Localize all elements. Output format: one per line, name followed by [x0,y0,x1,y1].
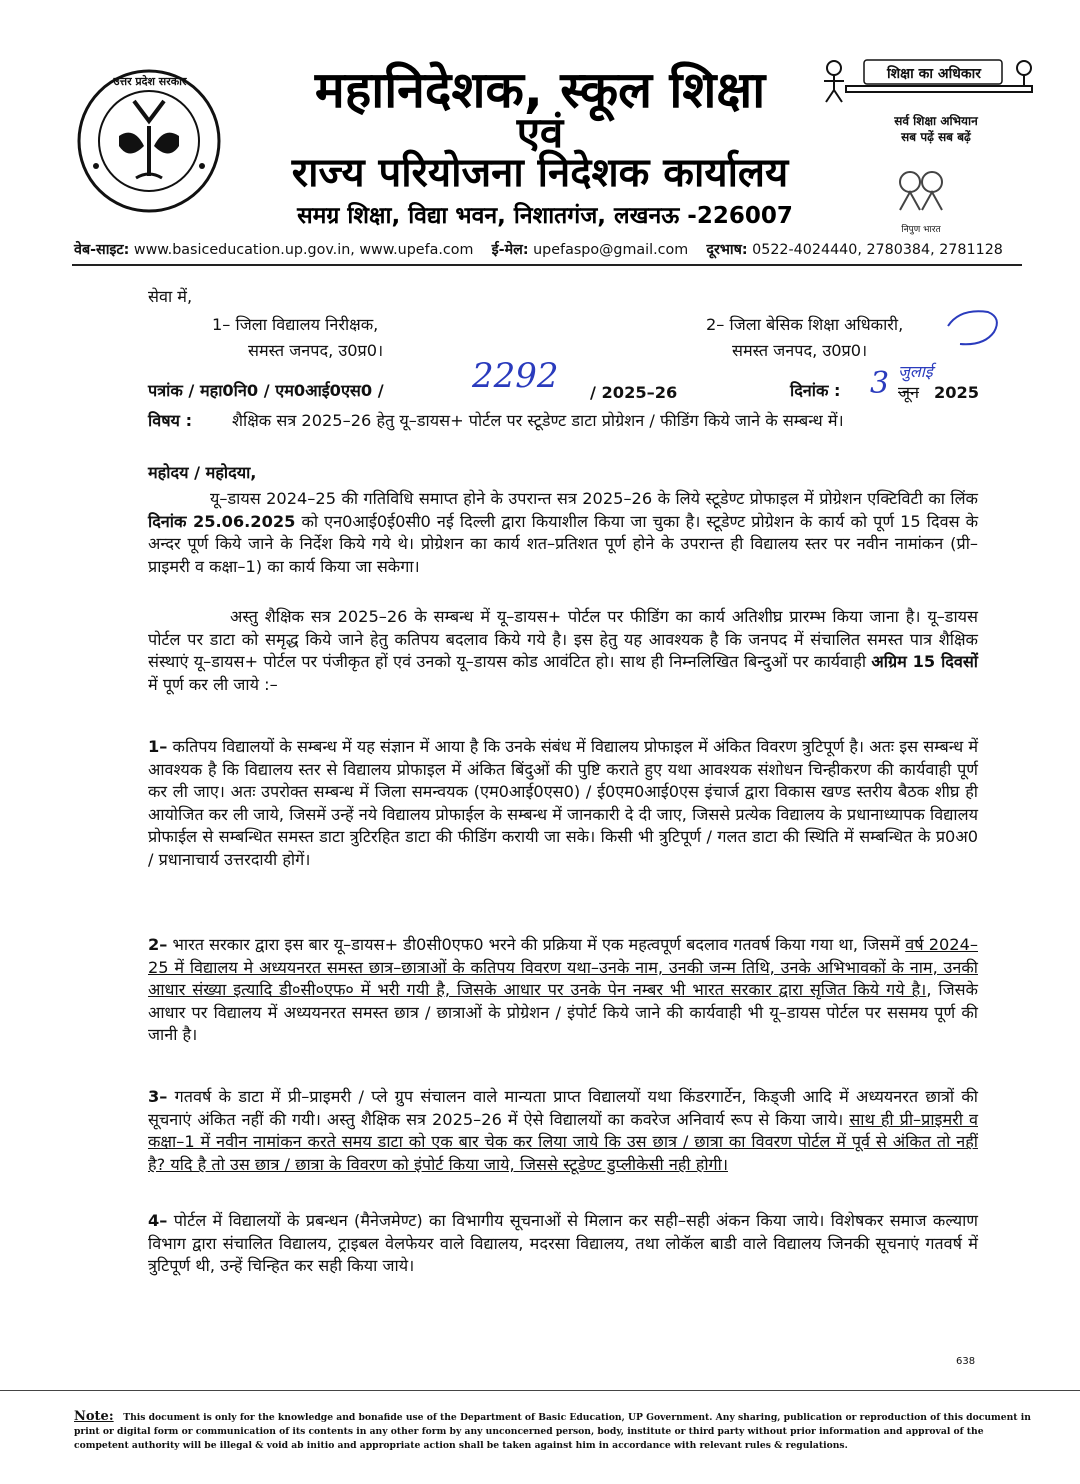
addressee-1-line-1: 1– जिला विद्यालय निरीक्षक, [212,315,379,334]
paragraph-1-date: दिनांक 25.06.2025 [148,511,296,531]
phone-label: दूरभाष: [706,242,748,258]
office-title-line-2: एवं [516,108,564,157]
footer-note-label: Note: [74,1409,114,1424]
addressee-2-line-2: समस्त जनपद, उ0प्र0। [732,341,868,360]
office-address: समग्र शिक्षा, विद्या भवन, निशातगंज, लखनऊ -226007 [297,203,793,229]
website-value: www.basiceducation.up.gov.in, www.upefa.com [133,242,474,258]
point-1-text: कतिपय विद्यालयों के सम्बन्ध में यह संज्ञान में आया है कि उनके संबंध में विद्यालय प्रोफाइल में अंकित विवरण त्रुटिपूर्ण है। अतः इस सम्बन्ध में आवश्यक है कि विद्यालय स्तर से विद्यालय प्रोफाइल में अंकित बिंदुओं की पुष्टि कराते हुए यथा आवश्यक संशोधन चिन्हीकरण की कार्यवाही पूर्ण कर ली जाए। अतः उपरोक्त सम्बन्ध में जिला समन्वयक (एम0आई0एस0) / ई0एम0आई0एस इंचार्ज द्वारा विकास खण्ड स्तरीय बैठक शीघ्र ही आयोजित कर ली जाये, जिसमें उन्हें नये विद्यालय प्रोफाईल के सम्बन्ध में जानकारी दे दी जाए, जिससे प्रत्येक विद्यालय के प्रधानाध्यापक विद्यालय प्रोफाईल से सम्बन्धित समस्त डाटा त्रुटिरहित डाटा की फीडिंग करायी जा सके। किसी भी त्रुटिपूर्ण / गलत डाटा की स्थिति में सम्बन्धित के प्र0अ0 / प्रधानाचार्य उत्तरदायी होगें। [148,737,978,869]
salutation: सेवा में, [148,287,193,306]
date-label: दिनांक : [790,381,841,400]
paragraph-1-part-a: यू–डायस 2024–25 की गतिविधि समाप्त होने के उपरान्त सत्र 2025–26 के लिये स्टूडेण्ट प्रोफाइल में प्रोग्रेशन एक्टिविटी का लिंक [210,489,978,508]
paragraph-2-part-c: में पूर्ण कर ली जाये :– [148,674,278,694]
nipun-bharat-logo [886,166,956,218]
nipun-bharat-label: निपुण भारत [901,225,941,235]
point-3-underlined: साथ ही प्री–प्राइमरी व कक्षा–1 में नवीन नामांकन करते समय डाटा को एक बार चेक कर लिया जाये कि उस छात्र / छात्रा का विवरण पोर्टल में पूर्व से अंकित तो नहीं है? यदि है तो उस छात्र / छात्रा के विवरण को इंपोर्ट किया जाये, जिससे स्टूडेण्ट डुप्लीकेसी नही होगी। [148,1109,978,1174]
footer-divider [0,1390,1080,1391]
date-year: 2025 [934,383,980,402]
office-title-line-1: महानिदेशक, स्कूल शिक्षा [314,61,766,119]
point-2 [148,934,978,1047]
addressee-2-line-1: 2– जिला बेसिक शिक्षा अधिकारी, [706,315,904,334]
rte-tag: शिक्षा का अधिकार [887,66,981,82]
point-3 [148,1086,978,1176]
email-label: ई-मेल: [491,242,529,258]
point-1-number: 1– [148,737,168,756]
point-2-underlined: वर्ष 2024–25 में विद्यालय मे अध्ययनरत समस्त छात्र–छात्राओं के कतिपय विवरण यथा–उनके नाम, उनकी जन्म तिथि, उनके अभिभावकों के नाम, उनकी आधार संख्या इत्यादि डी०सी०एफ० में भरी गयी है, जिसके आधार पर उनके पेन नम्बर भी भारत सरकार द्वारा सृजित किये गये है। [148,935,978,1000]
struck-date-month: जून [898,383,919,402]
subject-label: विषय : [148,411,193,430]
footer-note-text: This document is only for the knowledge and bonafide use of the Department of Basic Education, UP Government. Any sharing, publication or reproduction of this document in print or digital form or communication of its contents in any other form by any unconcerned person, body, institute or third party without prior information and approval of the competent authority will be illegal & void ab initio and appropriate action shall be taken against him in accordance with relevant rules & regulations. [74,1412,1031,1451]
handwritten-date-month: जुलाई [898,362,933,381]
emblem-text: उत्तर प्रदेश सरकार [113,75,187,88]
ssa-line-2: सब पढ़ें सब बढ़ें [901,130,971,144]
contact-line [74,240,1034,259]
point-2-part-c: , जिसके आधार पर विद्यालय में अध्ययनरत समस्त छात्र / छात्राओं के प्रोग्रेशन / इंपोर्ट किये जाने की कार्यवाही भी यू–डायस पोर्टल पर ससमय पूर्ण की जानी है। [148,980,978,1045]
email-value: upefaspo@gmail.com [533,242,689,258]
point-1 [148,736,978,872]
point-3-number: 3– [148,1087,168,1106]
point-4 [148,1210,978,1278]
addressee-1-line-2: समस्त जनपद, उ0प्र0। [248,341,384,360]
handwritten-date-day: 3 [870,366,890,401]
website-label: वेब-साइट: [74,242,130,258]
office-title-line-3: राज्य परियोजना निदेशक कार्यालय [291,150,789,196]
paragraph-2 [148,606,978,696]
point-3-part-a: गतवर्ष के डाटा में प्री–प्राइमरी / प्ले ग्रुप संचालन वाले मान्यता प्राप्त विद्यालयों यथा किंडरगार्टेन, किड्जी आदि में अध्ययनरत छात्रों की सूचनाएं अंकित नहीं की गयी। अस्तु शैक्षिक सत्र 2025–26 में ऐसे विद्यालयों का कवरेज अनिवार्य रूप से किया जाये। [148,1087,978,1129]
point-4-number: 4– [148,1211,168,1230]
footer-note [74,1410,1034,1453]
page-number: 638 [956,1356,976,1367]
ssa-line-1: सर्व शिक्षा अभियान [894,114,978,128]
point-2-part-a: भारत सरकार द्वारा इस बार यू–डायस+ डी0सी0एफ0 भरने की प्रक्रिया में एक महत्वपूर्ण बदलाव गतवर्ष किया गया था, जिसमें [167,935,906,954]
greeting: महोदय / महोदया, [148,463,257,482]
subject-text: शैक्षिक सत्र 2025–26 हेतु यू–डायस+ पोर्टल पर स्टूडेण्ट डाटा प्रोग्रेशन / फीडिंग किये जाने के सम्बन्ध में। [232,411,844,430]
phone-value: 0522-4024440, 2780384, 2781128 [752,242,1003,258]
paragraph-1-part-c: को एन0आई0ई0सी0 नई दिल्ली द्वारा कियाशील किया जा चुका है। स्टूडेण्ट प्रोग्रेशन के कार्य को पूर्ण 15 दिवस के अन्दर पूर्ण किये जाने के निर्देश किये गये थे। प्रोग्रेशन का कार्य शत–प्रतिशत पूर्ण होने के उपरान्त ही विद्यालय स्तर पर नवीन नामांकन (प्री–प्राइमरी व कक्षा–1) का कार्य किया जा सकेगा। [148,511,979,576]
point-4-text: पोर्टल में विद्यालयों के प्रबन्धन (मैनेजमेण्ट) का विभागीय सूचनाओं से मिलान कर सही–सही अंकन किया जाये। विशेषकर समाज कल्याण विभाग द्वारा संचालित विद्यालय, ट्राइबल वेलफेयर वाले विद्यालय, मदरसा विद्यालय, तथा लोकॅल बाडी वाले विद्यालय जिनकी सूचनाएं गतवर्ष में त्रुटिपूर्ण थी, उन्हें चिन्हित कर सही किया जाये। [148,1211,978,1276]
handwritten-letter-number: 2292 [472,356,559,396]
paragraph-2-deadline: अग्रिम 15 दिवसों [871,652,978,672]
paragraph-1 [148,488,978,578]
point-2-number: 2– [148,935,168,954]
reference-prefix: पत्रांक / महा0नि0 / एम0आई0एस0 / [148,381,384,400]
paragraph-2-part-a: अस्तु शैक्षिक सत्र 2025–26 के सम्बन्ध में यू–डायस+ पोर्टल पर फीडिंग का कार्य अतिशीघ्र प्रारम्भ किया जाना है। यू–डायस पोर्टल पर डाटा को समृद्ध किये जाने हेतु कतिपय बदलाव किये गये है। इस हेतु यह आवश्यक है कि जनपद में संचालित समस्त पात्र शैक्षिक संस्थाएं यू–डायस+ पोर्टल पर पंजीकृत हों एवं उनको यू–डायस कोड आवंटित हो। साथ ही निम्नलिखित बिन्दुओं पर कार्यवाही [148,607,978,672]
reference-year: / 2025–26 [590,383,678,402]
handwritten-circle-mark [940,306,1004,352]
header-divider [72,264,1022,266]
